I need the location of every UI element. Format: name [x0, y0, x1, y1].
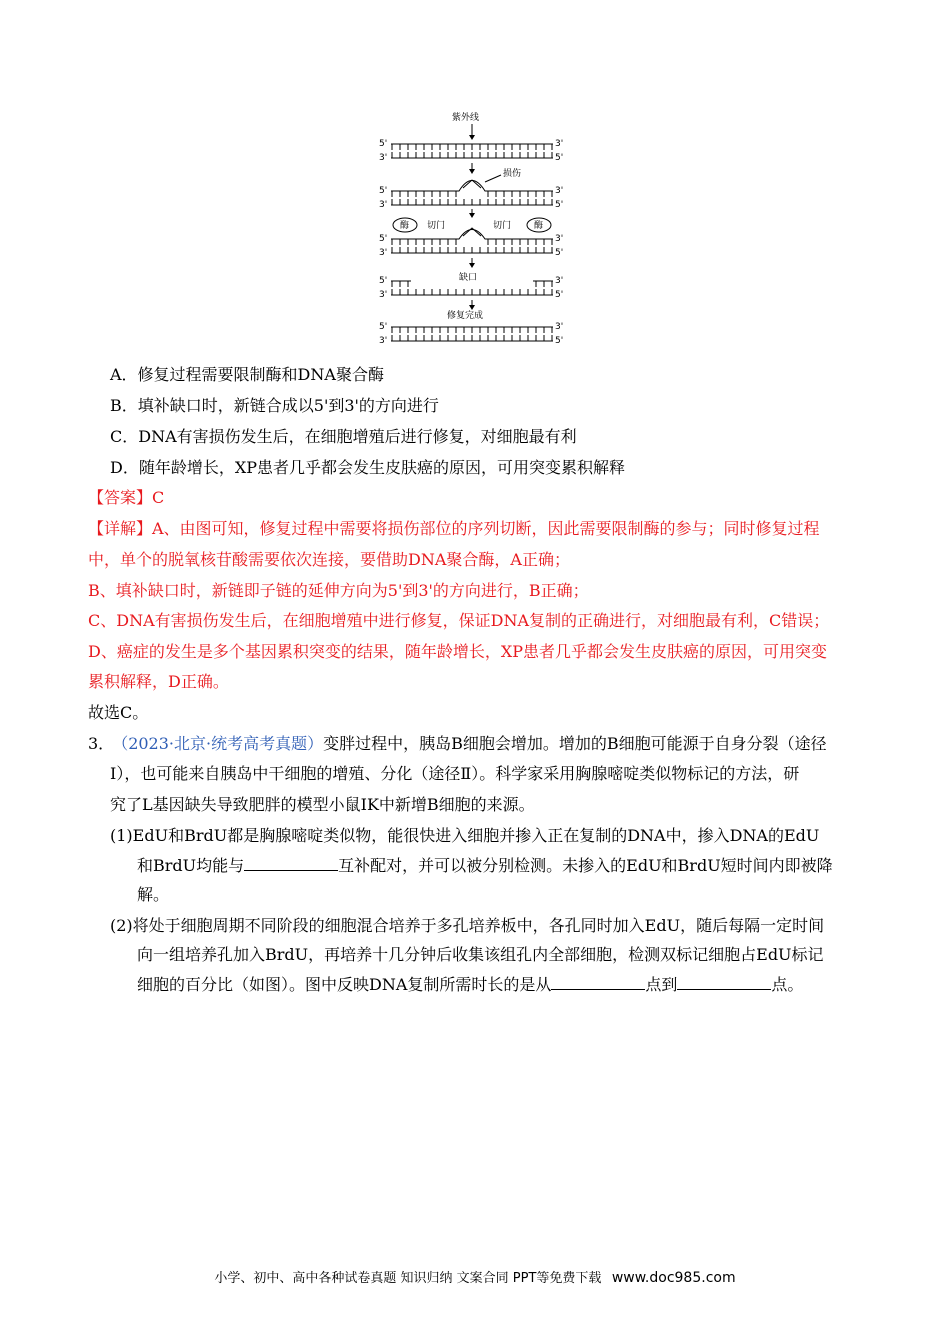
option-b: B．填补缺口时，新链合成以5'到3'的方向进行 — [110, 396, 439, 415]
label-3prime: 3' — [379, 248, 388, 258]
label-5prime: 5' — [555, 200, 564, 210]
explain-line-4: C、DNA有害损伤发生后，在细胞增殖中进行修复，保证DNA复制的正确进行，对细胞最有利，C错误； — [88, 611, 830, 630]
cut-right-label: 切门 — [493, 221, 512, 231]
subquestion-2-text-post: 点。 — [771, 975, 804, 994]
enzyme-left-label: 酶 — [400, 221, 410, 231]
option-c: C．DNA有害损伤发生后，在细胞增殖后进行修复，对细胞最有利 — [110, 427, 577, 446]
explain-line-5: D、癌症的发生是多个基因累积突变的结果，随年龄增长，XP患者几乎都会发生皮肤癌的原因，可用突变 — [88, 642, 827, 661]
dna-repair-svg — [375, 108, 570, 348]
subquestion-2-line-2: 向一组培养孔加入BrdU，再培养十几分钟后收集该组孔内全部细胞，检测双标记细胞占EdU标记 — [137, 945, 824, 964]
gap-label: 缺口 — [459, 273, 478, 283]
footer-text: 小学、初中、高中各种试卷真题 知识归纳 文案合同 PPT等免费下载 — [214, 1271, 602, 1286]
label-3prime: 3' — [555, 139, 564, 149]
label-3prime: 3' — [555, 276, 564, 286]
question-number: 3． — [88, 734, 115, 753]
footer-site-link[interactable]: www.doc985.com — [611, 1270, 736, 1286]
label-5prime: 5' — [379, 234, 388, 244]
question-3-line-3: 究了L基因缺失导致肥胖的模型小鼠IK中新增B细胞的来源。 — [110, 795, 535, 814]
question-source: （2023·北京·统考高考真题） — [120, 734, 324, 753]
explain-line-1: 【详解】A、由图可知，修复过程中需要将损伤部位的序列切断，因此需要限制酶的参与；同时修复过程 — [88, 519, 820, 538]
label-3prime: 3' — [555, 186, 564, 196]
explain-line-3: B、填补缺口时，新链即子链的延伸方向为5'到3'的方向进行，B正确； — [88, 581, 589, 600]
subquestion-1-line-3: 解。 — [137, 885, 170, 904]
label-5prime: 5' — [555, 248, 564, 258]
label-3prime: 3' — [379, 200, 388, 210]
label-3prime: 3' — [555, 234, 564, 244]
damage-label: 损伤 — [503, 169, 522, 179]
subquestion-2-line-3 — [137, 974, 803, 996]
option-d: D．随年龄增长，XP患者几乎都会发生皮肤癌的原因，可用突变累积解释 — [110, 458, 625, 477]
cut-left-label: 切门 — [427, 221, 446, 231]
label-5prime: 5' — [379, 276, 388, 286]
label-3prime: 3' — [379, 153, 388, 163]
label-5prime: 5' — [555, 336, 564, 346]
option-a: A．修复过程需要限制酶和DNA聚合酶 — [110, 365, 384, 384]
label-5prime: 5' — [379, 186, 388, 196]
subquestion-2-text-pre: 细胞的百分比（如图）。图中反映DNA复制所需时长的是从 — [137, 975, 552, 994]
label-3prime: 3' — [379, 336, 388, 346]
question-3-line-2: Ⅰ），也可能来自胰岛中干细胞的增殖、分化（途径Ⅱ）。科学家采用胸腺嘧啶类似物标记的方法，研 — [110, 764, 800, 783]
label-3prime: 3' — [555, 322, 564, 332]
answer-blank-1[interactable] — [244, 856, 338, 871]
subquestion-1-line-1: (1)EdU和BrdU都是胸腺嘧啶类似物，能很快进入细胞并掺入正在复制的DNA中，掺入DNA的EdU — [110, 826, 820, 845]
subquestion-2-line-1: (2)将处于细胞周期不同阶段的细胞混合培养于多孔培养板中，各孔同时加入EdU，随后每隔一定时间 — [110, 916, 825, 935]
label-5prime: 5' — [379, 322, 388, 332]
label-5prime: 5' — [555, 153, 564, 163]
uv-label: 紫外线 — [452, 113, 480, 123]
explain-line-6: 累积解释，D正确。 — [88, 672, 229, 691]
subquestion-2-text-mid: 点到 — [645, 975, 678, 994]
answer-blank-2[interactable] — [551, 975, 645, 990]
explain-conclusion: 故选C。 — [88, 703, 149, 722]
question-text-1: 变胖过程中，胰岛B细胞会增加。增加的B细胞可能源于自身分裂（途径 — [323, 734, 827, 753]
subquestion-1-text-pre: 和BrdU均能与 — [137, 856, 245, 875]
page-footer — [0, 1267, 950, 1286]
label-5prime: 5' — [555, 290, 564, 300]
label-5prime: 5' — [379, 139, 388, 149]
explain-line-2: 中，单个的脱氧核苷酸需要依次连接，要借助DNA聚合酶，A正确； — [88, 550, 570, 569]
enzyme-right-label: 酶 — [534, 221, 544, 231]
repair-done-label: 修复完成 — [447, 311, 484, 321]
question-3-line-1 — [88, 733, 827, 755]
subquestion-1-line-2 — [137, 855, 833, 877]
label-3prime: 3' — [379, 290, 388, 300]
dna-repair-diagram — [375, 108, 570, 348]
answer-line: 【答案】C — [88, 488, 165, 507]
subquestion-1-text-post: 互补配对，并可以被分别检测。未掺入的EdU和BrdU短时间内即被降 — [338, 856, 833, 875]
answer-blank-3[interactable] — [677, 975, 771, 990]
